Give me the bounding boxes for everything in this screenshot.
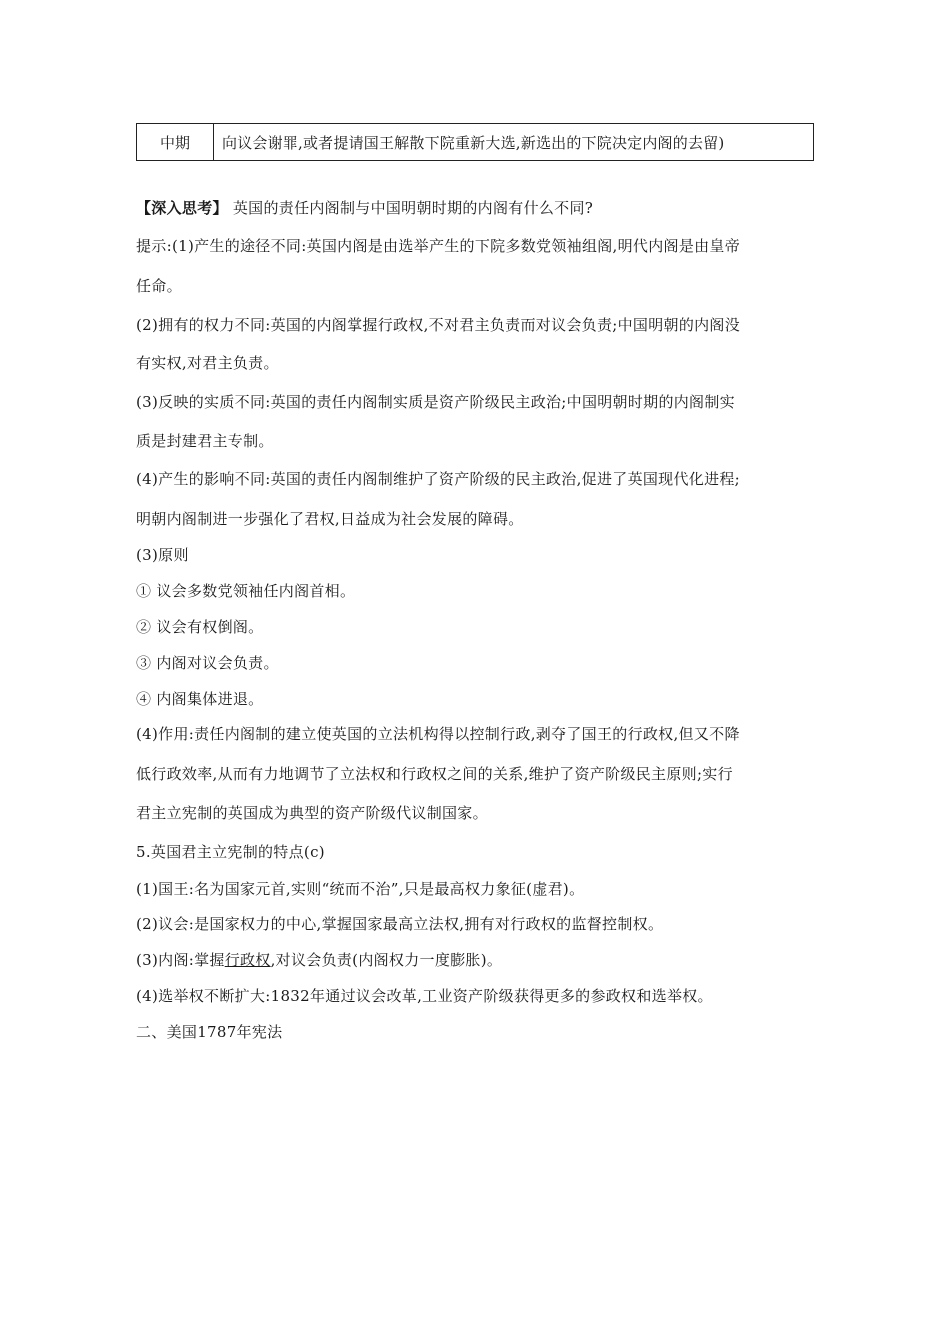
feature-parliament: (2)议会:是国家权力的中心,掌握国家最高立法权,拥有对行政权的监督控制权。: [136, 915, 664, 933]
hint-line-3: (2)拥有的权力不同:英国的内阁掌握行政权,不对君主负责而对议会负责;中国明朝的内阁没: [136, 316, 741, 334]
hint-line-1: 提示:(1)产生的途径不同:英国内阁是由选举产生的下院多数党领袖组阁,明代内阁是由皇帝: [136, 237, 741, 255]
hint-line-5: (3)反映的实质不同:英国的责任内阁制实质是资产阶级民主政治;中国明朝时期的内阁制实: [136, 393, 735, 411]
feature-cabinet-underlined: 行政权: [224, 951, 271, 969]
principle-item-2: ② 议会有权倒阁。: [136, 618, 264, 636]
feature-cabinet: [136, 950, 502, 970]
principle-item-3: ③ 内阁对议会负责。: [136, 654, 279, 672]
table-content-cell: 向议会谢罪,或者提请国王解散下院重新大选,新选出的下院决定内阁的去留): [222, 133, 725, 152]
hint-line-7: (4)产生的影响不同:英国的责任内阁制维护了资产阶级的民主政治,促进了英国现代化进程;: [136, 470, 741, 488]
deep-think-tag: 【深入思考】: [136, 199, 228, 217]
effect-line-3: 君主立宪制的英国成为典型的资产阶级代议制国家。: [136, 804, 488, 822]
principle-item-1: ① 议会多数党领袖任内阁首相。: [136, 582, 356, 600]
section-2-heading: 二、美国1787年宪法: [136, 1023, 283, 1041]
deep-think-line: [136, 198, 593, 218]
deep-think-question: 英国的责任内阁制与中国明朝时期的内阁有什么不同?: [227, 199, 594, 217]
effect-line-1: (4)作用:责任内阁制的建立使英国的立法机构得以控制行政,剥夺了国王的行政权,但又不降: [136, 725, 740, 743]
feature-suffrage: (4)选举权不断扩大:1832年通过议会改革,工业资产阶级获得更多的参政权和选举权。: [136, 987, 713, 1005]
hint-line-6: 质是封建君主专制。: [136, 432, 274, 450]
table-label-cell: 中期: [137, 124, 214, 160]
feature-king: (1)国王:名为国家元首,实则“统而不治”,只是最高权力象征(虚君)。: [136, 880, 585, 898]
feature-cabinet-suffix: ,对议会负责(内阁权力一度膨胀)。: [270, 951, 503, 969]
section-5-heading: 5.英国君主立宪制的特点(c): [136, 843, 325, 861]
feature-cabinet-prefix: (3)内阁:掌握: [136, 951, 225, 969]
hint-line-4: 有实权,对君主负责。: [136, 354, 279, 372]
hint-line-8: 明朝内阁制进一步强化了君权,日益成为社会发展的障碍。: [136, 510, 524, 528]
period-table: [136, 123, 814, 161]
hint-line-2: 任命。: [136, 277, 182, 295]
principle-item-4: ④ 内阁集体进退。: [136, 690, 264, 708]
effect-line-2: 低行政效率,从而有力地调节了立法权和行政权之间的关系,维护了资产阶级民主原则;实行: [136, 765, 733, 783]
principle-heading: (3)原则: [136, 546, 189, 564]
